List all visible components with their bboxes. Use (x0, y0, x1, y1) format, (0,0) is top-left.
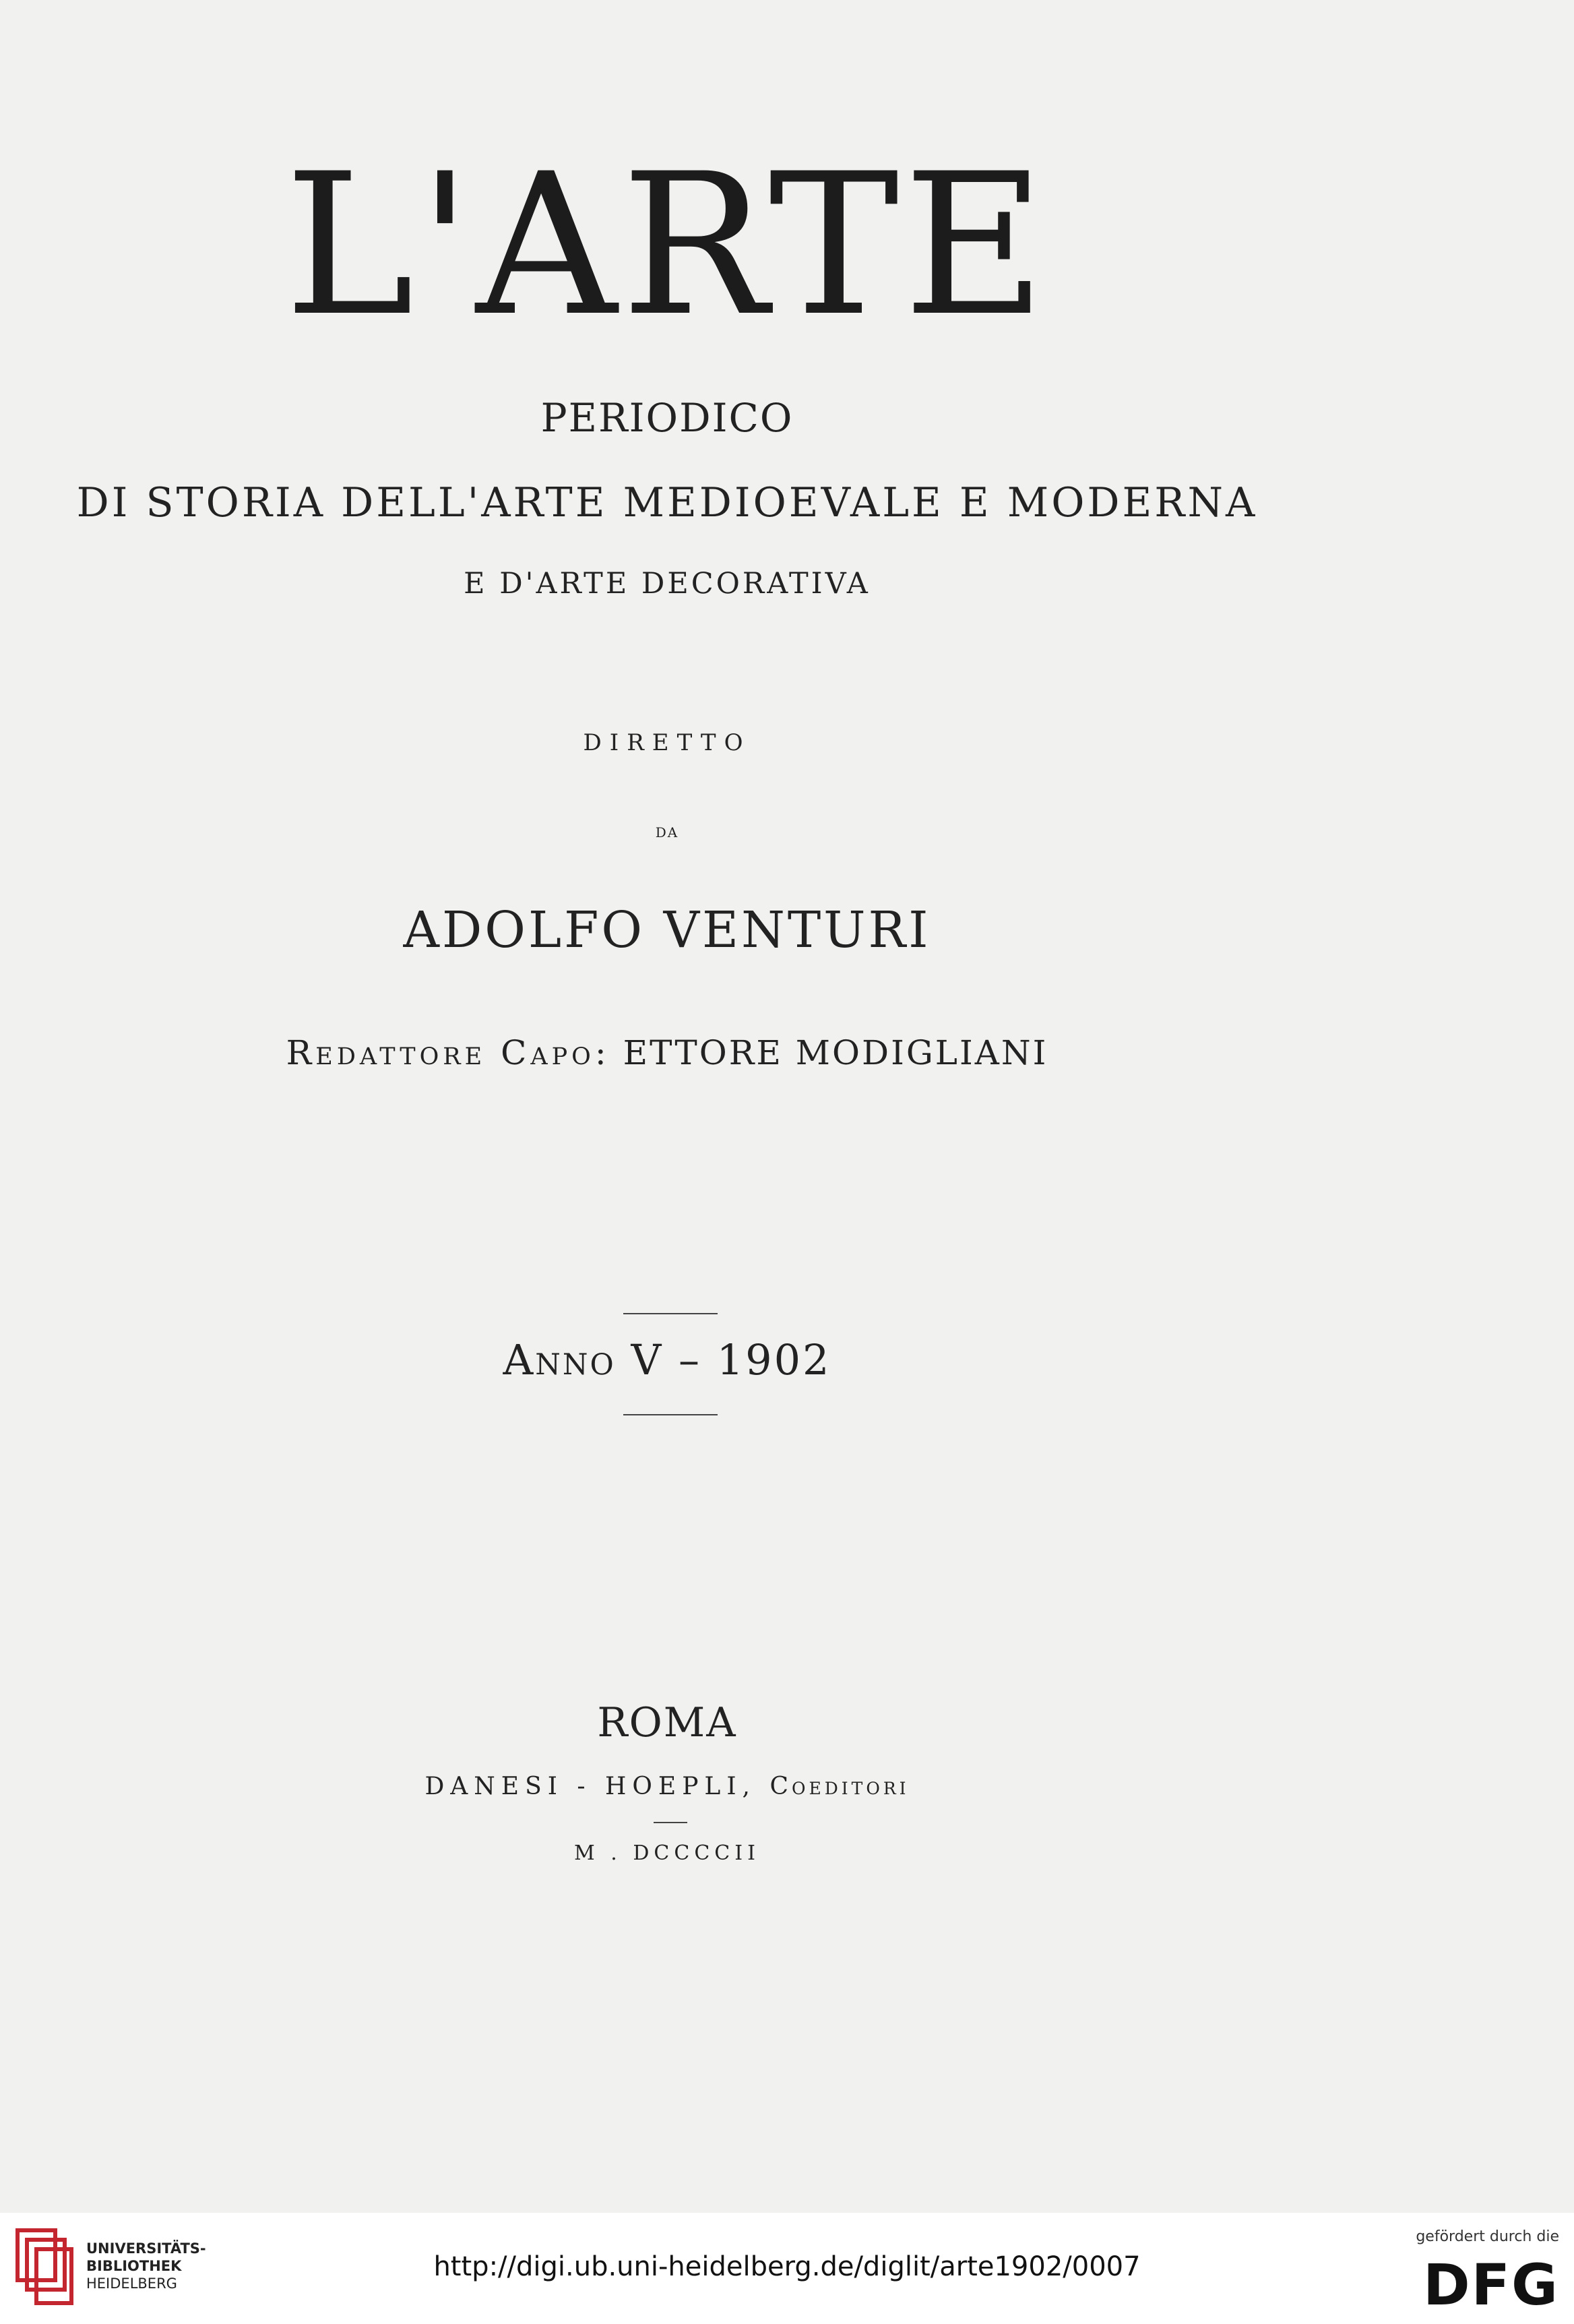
dfg-logo: DFG (1422, 2252, 1559, 2318)
anno-volume: V (631, 1335, 664, 1384)
diretto-label: DIRETTO (583, 729, 751, 756)
da-label: DA (655, 824, 679, 840)
subtitle-storia: DI STORIA DELL'ARTE MEDIOEVALE E MODERNA (76, 479, 1258, 526)
publisher-role: Coeditori (769, 1773, 910, 1800)
roman-year: M . DCCCCII (574, 1841, 760, 1865)
subtitle-periodico: PERIODICO (540, 395, 794, 441)
rule-above-anno (623, 1313, 718, 1314)
anno-year: 1902 (716, 1335, 831, 1384)
anno-line (0, 1335, 1334, 1386)
redattore-line (0, 1031, 1334, 1074)
subtitle-decorativa: E D'ARTE DECORATIVA (464, 567, 871, 601)
digitization-footer (0, 2213, 1574, 2324)
journal-title: L'ARTE (284, 132, 1050, 359)
publisher-line (0, 1771, 1334, 1802)
city-name: ROMA (597, 1699, 737, 1746)
anno-label: Anno (503, 1335, 616, 1384)
redattore-label: Redattore Capo: (286, 1033, 610, 1072)
publisher-names: DANESI - HOEPLI, (424, 1773, 756, 1800)
editor-name: ADOLFO VENTURI (403, 901, 931, 959)
anno-dash: – (678, 1335, 701, 1384)
funded-by-text: gefördert durch die (1416, 2228, 1559, 2245)
library-line1: UNIVERSITÄTS- (86, 2240, 206, 2257)
source-url-link[interactable]: http://digi.ub.uni-heidelberg.de/diglit/arte1902/0007 (433, 2251, 1141, 2282)
rule-above-year (654, 1822, 687, 1823)
rule-below-anno (623, 1414, 718, 1415)
redattore-name: ETTORE MODIGLIANI (623, 1033, 1048, 1072)
library-line2: BIBLIOTHEK (86, 2258, 182, 2274)
library-line3: HEIDELBERG (86, 2275, 177, 2292)
